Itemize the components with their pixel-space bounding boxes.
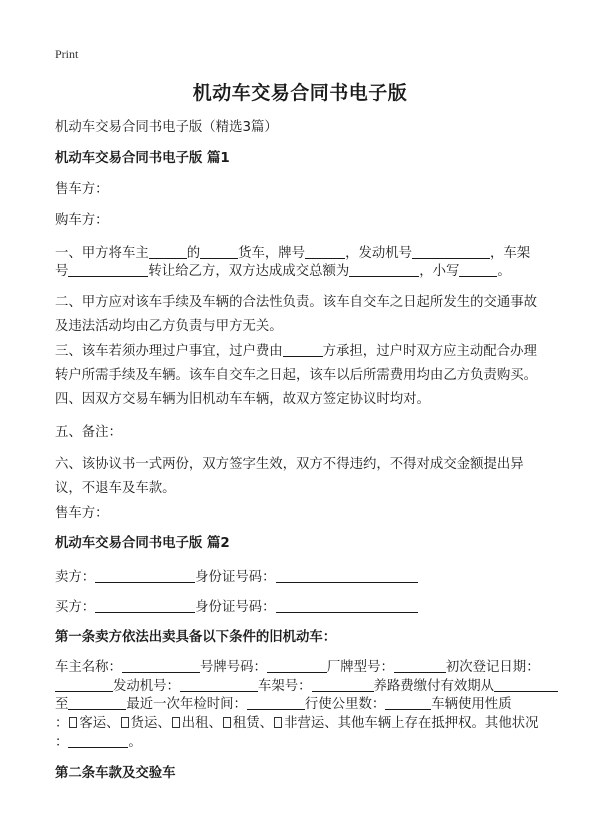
- clause-1-line-1: 一、甲方将车主 的 货车，牌号 ，发动机号 ，车架: [55, 246, 531, 261]
- blank-buyer-name: [95, 598, 195, 613]
- blank-total: [349, 262, 419, 277]
- blank-mileage: [385, 695, 431, 710]
- section-heading-1: 机动车交易合同书电子版 篇1: [55, 151, 230, 166]
- checkbox-rental[interactable]: [223, 717, 231, 728]
- clause-6: 六、该协议书一式两份，双方签字生效，双方不得违约，不得对成交金额提出异议，不退车及车款。: [55, 457, 524, 496]
- blank-model: [394, 658, 446, 673]
- doc-subtitle: 机动车交易合同书电子版（精选3篇）: [55, 120, 278, 135]
- blank-frame-number: [312, 677, 374, 692]
- blank-engine: [412, 244, 490, 259]
- article-1-heading: 第一条卖方依法出卖具备以下条件的旧机动车：: [55, 630, 337, 645]
- article-2-heading: 第二条车款及交验车: [55, 766, 176, 781]
- seller-id-line: 卖方： 身份证号码：: [55, 566, 418, 590]
- clause-1-line-2: 号 转让给乙方，双方达成成交总额为 ，小写 。: [55, 264, 511, 279]
- blank-other-status: [68, 733, 128, 748]
- blank-toll-from: [494, 677, 558, 692]
- section-heading-2: 机动车交易合同书电子版 篇2: [55, 536, 230, 551]
- blank-plate-number: [267, 658, 327, 673]
- blank-engine-number: [180, 677, 258, 692]
- vehicle-info-line-2: 发动机号： 车架号： 养路费缴付有效期从: [55, 675, 558, 699]
- blank-toll-to: [68, 695, 126, 710]
- checkbox-non-operating[interactable]: [274, 717, 282, 728]
- print-link[interactable]: Print: [55, 47, 79, 61]
- page-title: 机动车交易合同书电子版: [192, 82, 408, 104]
- blank-plate: [305, 244, 345, 259]
- clause-5: 五、备注：: [55, 425, 122, 440]
- clause-3: 三、该车若须办理过户事宜，过户费由 方承担，过户时双方应主动配合办理转户所需手续及车辆。该车自交车之日起，该车以后所需费用均由乙方负责购买。: [55, 344, 538, 383]
- checkbox-freight[interactable]: [121, 717, 129, 728]
- vehicle-info-line-3: 至 最近一次年检时间： 行使公里数： 车辆使用性质: [55, 697, 512, 712]
- blank-owner: [149, 244, 187, 259]
- checkbox-passenger[interactable]: [69, 717, 77, 728]
- blank-truck: [200, 244, 238, 259]
- seller-end-label: 售车方：: [55, 506, 109, 521]
- vehicle-info-line-5: ： 。: [55, 735, 142, 750]
- blank-buyer-id: [276, 598, 418, 613]
- buyer-id-line: 买方： 身份证号码：: [55, 596, 418, 620]
- blank-fee-party: [283, 342, 323, 357]
- clause-2: 二、甲方应对该车手续及车辆的合法性负责。该车自交车之日起所发生的交通事故及违法活动均由乙方负责与甲方无关。: [55, 295, 538, 334]
- blank-owner-name: [122, 658, 200, 673]
- blank-inspection: [247, 695, 305, 710]
- blank-reg-date: [55, 677, 113, 692]
- blank-seller-id: [276, 568, 418, 583]
- blank-frame: [68, 262, 148, 277]
- vehicle-use-options: ： 客运、 货运、 出租、 租赁、 非营运、其他车辆上存在抵押权。其他状况: [55, 716, 539, 731]
- blank-lowercase: [459, 262, 497, 277]
- clause-4: 四、因双方交易车辆为旧机动车车辆，故双方签定协议时均对。: [55, 392, 430, 407]
- buyer-label: 购车方：: [55, 213, 109, 228]
- checkbox-taxi[interactable]: [172, 717, 180, 728]
- seller-label: 售车方：: [55, 182, 109, 197]
- vehicle-info-line-1: 车主名称： 号牌号码： 厂牌型号： 初次登记日期：: [55, 660, 540, 675]
- blank-seller-name: [95, 568, 195, 583]
